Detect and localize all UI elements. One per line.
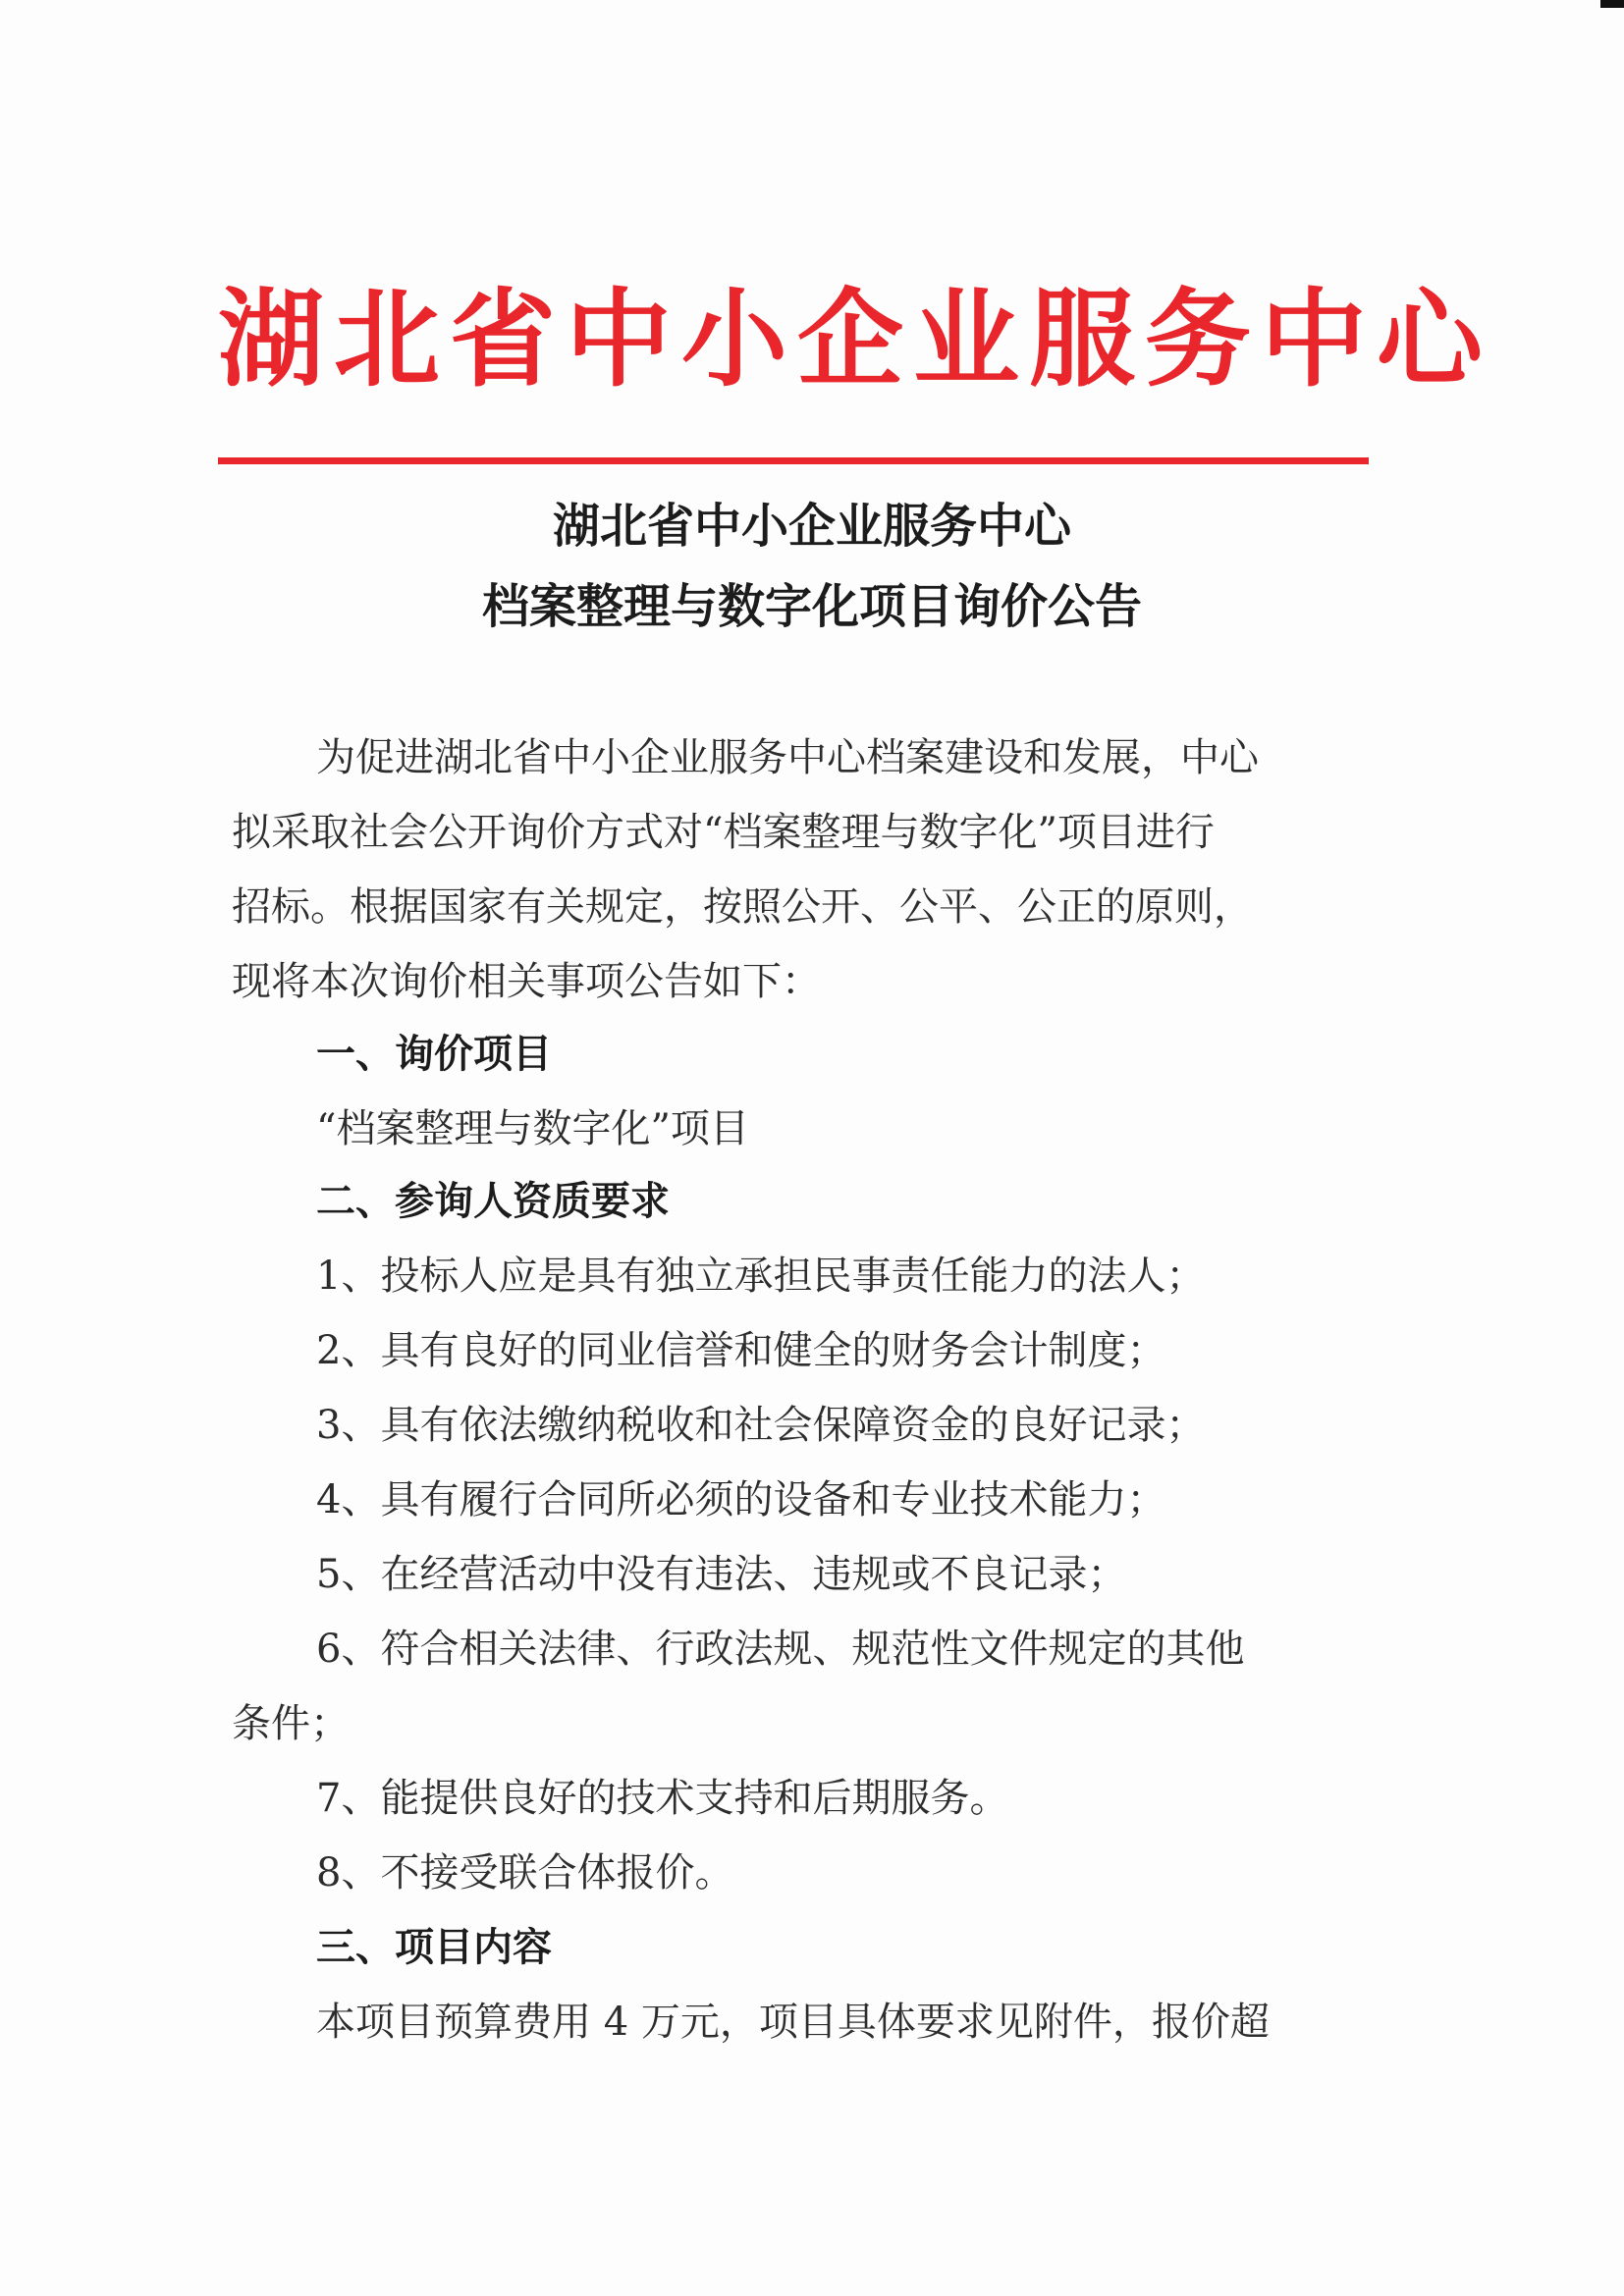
intro-line-2: 拟采取社会公开询价方式对“档案整理与数字化”项目进行 [232,810,1215,855]
intro-line-1: 为促进湖北省中小企业服务中心档案建设和发展，中心 [316,735,1259,780]
requirement-item: 4、具有履行合同所必须的设备和专业技术能力； [316,1477,1166,1522]
intro-line-3: 招标。根据国家有关规定，按照公开、公平、公正的原则， [232,884,1253,930]
letterhead-organization: 湖北省中小企业服务中心 [218,278,1493,401]
section-3-content: 本项目预算费用 4 万元，项目具体要求见附件，报价超 [316,2000,1270,2045]
requirement-item: 2、具有良好的同业信誉和健全的财务会计制度； [316,1328,1166,1373]
requirement-item: 1、投标人应是具有独立承担民事责任能力的法人； [316,1254,1206,1299]
requirement-item: 6、符合相关法律、行政法规、规范性文件规定的其他 [316,1627,1245,1672]
requirement-item: 5、在经营活动中没有违法、违规或不良记录； [316,1552,1127,1597]
document-title-line-2: 档案整理与数字化项目询价公告 [481,579,1142,634]
requirement-item: 7、能提供良好的技术支持和后期服务。 [316,1776,1009,1821]
section-3-heading: 三、项目内容 [316,1925,552,1970]
document-title-line-1: 湖北省中小企业服务中心 [552,499,1071,554]
section-2-heading: 二、参询人资质要求 [316,1179,670,1224]
requirement-item-continuation: 条件； [232,1701,350,1746]
section-1-content: “档案整理与数字化”项目 [316,1106,749,1151]
section-1-heading: 一、询价项目 [316,1032,552,1077]
requirement-item: 8、不接受联合体报价。 [316,1850,734,1896]
scan-edge-mark [1600,0,1624,8]
intro-line-4: 现将本次询价相关事项公告如下： [232,959,821,1004]
letterhead-red-rule [218,457,1369,464]
requirement-item: 3、具有依法缴纳税收和社会保障资金的良好记录； [316,1403,1206,1448]
